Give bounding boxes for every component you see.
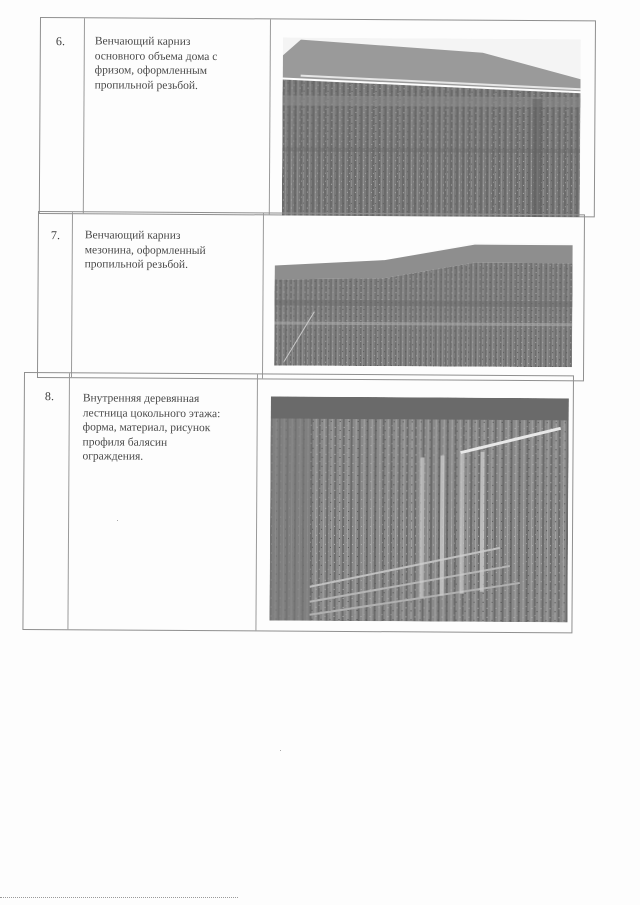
bottom-edge-line	[0, 897, 238, 898]
column-divider	[67, 373, 70, 629]
table-row-6	[39, 17, 596, 217]
table-row-8	[22, 372, 574, 633]
column-divider	[262, 213, 264, 378]
column-divider	[83, 18, 85, 213]
mezzanine-cornice-photo	[274, 241, 573, 367]
row-number: 7.	[50, 228, 61, 243]
column-divider	[269, 19, 271, 214]
row-number: 6.	[55, 34, 66, 49]
row-description: Внутренняя деревянная лестница цокольного этажа: форма, материал, рисунок профиля балясин ограждения.	[82, 392, 221, 463]
scan-speck	[117, 520, 118, 521]
column-divider	[71, 212, 73, 377]
scan-speck	[280, 750, 281, 751]
row-description: Венчающий карниз мезонина, оформленный пропильной резьбой.	[84, 229, 206, 271]
table-row-7	[37, 211, 585, 381]
row-description: Венчающий карниз основного объема дома с фризом, оформленным пропильной резьбой.	[94, 35, 218, 92]
main-cornice-photo	[282, 37, 581, 217]
staircase-photo	[269, 397, 568, 623]
row-number: 8.	[44, 389, 55, 404]
